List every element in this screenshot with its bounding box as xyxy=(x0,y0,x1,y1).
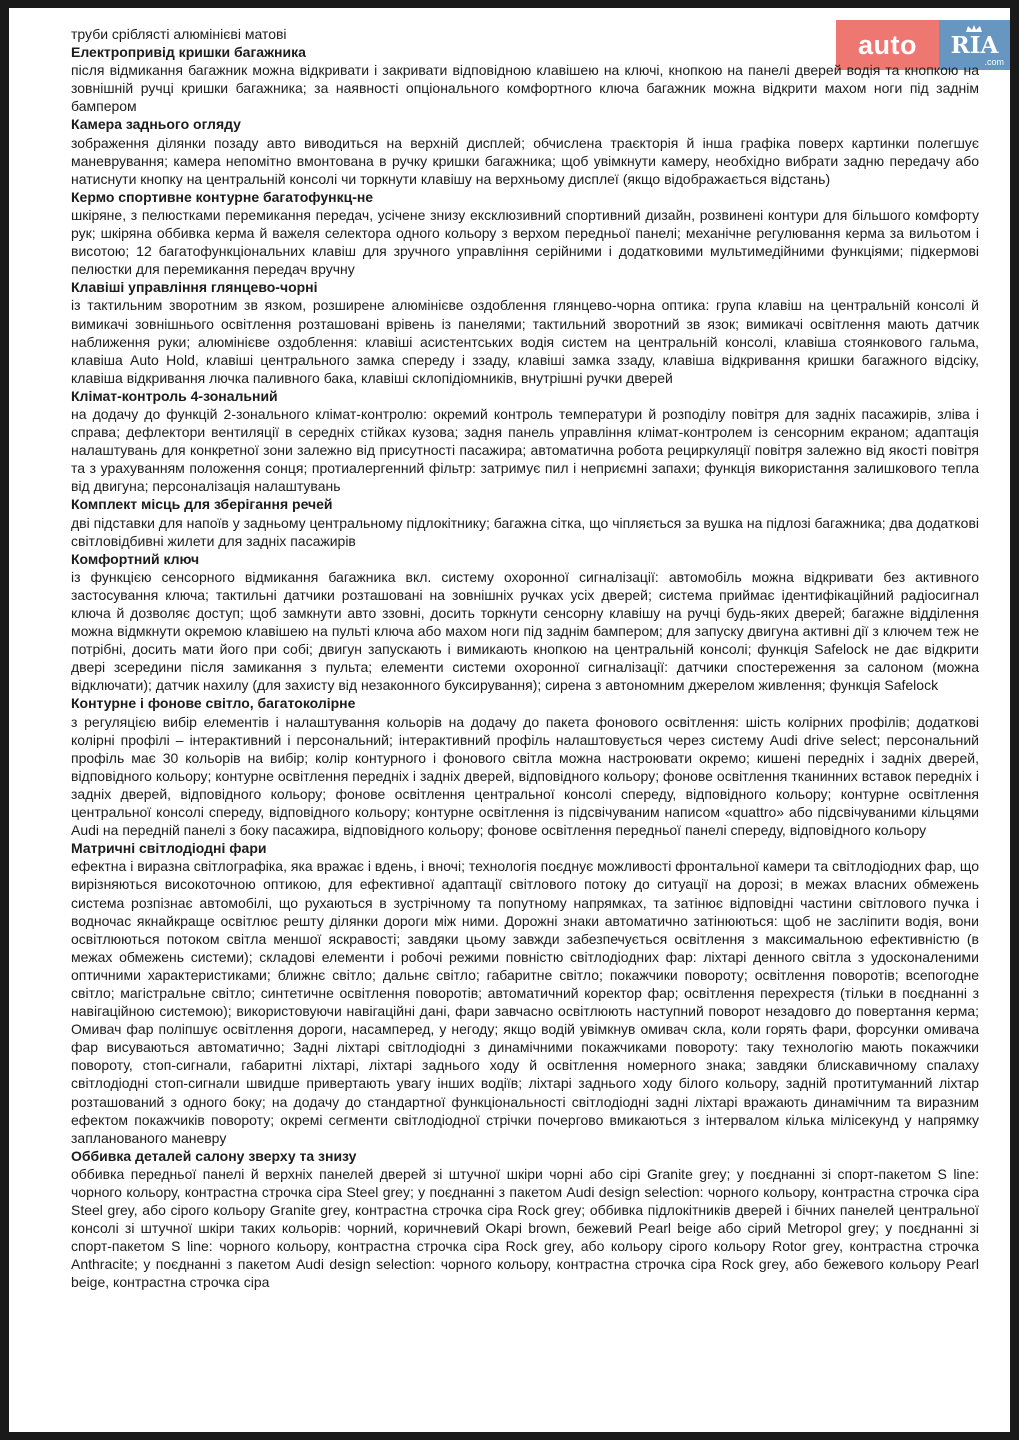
section-title-rear-camera: Камера заднього огляду xyxy=(71,116,241,133)
section-title-control-keys: Клавіші управління глянцево-чорні xyxy=(71,279,318,296)
section-text-trunk-drive: після відмикання багажник можна відкривати і закривати відповідною клавішею на ключі, кнопкою на панелі дверей водія та кнопкою на зовнішній ручці кришки багажника; за наявності опціонального комфортного ключа багажник можна відкрити махом ноги під заднім бампером xyxy=(71,62,979,115)
section-text-control-keys: із тактильним зворотним зв язком, розширене алюмінієве оздоблення глянцево-чорна оптика: група клавіш на центральній консолі й вимикачі зовнішнього освітлення розташовані врівень із панелями; тактильний зворотний зв язок; вимикачі освітлення мають датчик наближення руки; алюмінієве оздоблення: клавіші асистентських водія систем на центральній консолі, клавіша стоянкового гальма, клавіша Auto Hold, клавіші центрального замка спереду і ззаду, клавіші замка ззаду, клавіша відкривання кришки багажного відсіку, клавіша відкривання лючка паливного бака, клавіші склопідіомників, внутрішні ручки дверей xyxy=(71,297,979,386)
section-text-matrix-led: ефектна і виразна світлографіка, яка вражає і вдень, і вночі; технологія поєднує можливості фронтальної камери та світлодіодних фар, що вирізняються високоточною оптикою, для ефективної адаптації світлового потоку до ситуації на дорозі; в межах власних обмежень система розпізнає автомобілі, що рухаються в зустрічному та попутному напрямках, та затінює відповідні частини світлового пучка і водночас якнайкраще освітлює решту ділянки дороги між ними. Дорожні знаки автоматично затінюються: щоб не засліпити водія, вони освітлюються потоком світла меншої яскравості; завдяки цьому завжди забезпечується освітлення з максимальною ефективністю (в межах обмежень системи); складові елементи і робочі режими повністю світлодіодних фар: ліхтарі денного світла з удосконаленими оптичними характеристиками; ближнє світло; дальнє світло; габаритне світло; покажчики повороту; освітлення поворотів; всепогодне світло; магістральне світло; синтетичне освітлення поворотів; автоматичний коректор фар; освітлення перехрестя (тільки в поєднанні з навігаційною системою); використовуючи навігаційні дані, фари завчасно освітлюють наступний поворот незадовго до повертання керма; Омивач фар поліпшує освітлення дороги, насамперед, у негоду; якщо водій увімкнув омивач скла, коли горять фари, форсунки омивача фар висуваються автоматично; Задні ліхтарі світлодіодні з динамічними покажчиками повороту: таку технологію мають покажчики повороту, стоп-сигнали, габаритні ліхтарі, ліхтарі заднього ходу й освітлення номерного знака; завдяки блискавичному спалаху світлодіодні стоп-сигнали швидше привертають увагу інших водіїв; ліхтарі заднього ходу білого кольору, задній протитуманний ліхтар розташований з одного боку; на додачу до стандартної функціональності світлодіодні задні ліхтарі вражають динамічним та виразним ефектом покажчиків повороту; окремі сегменти світлодіодної стрічки почергово вмикаються з інтервалом кілька мілісекунд у напрямку запланованого маневру xyxy=(71,858,979,1146)
section-text-comfort-key: із функцією сенсорного відмикання багажника вкл. систему охоронної сигналізації: автомобіль можна відкривати без активного застосування ключа; тактильні датчики розташовані на зовнішніх ручках усіх дверей; система приймає ідентифікаційний радіосигнал ключа й дозволяє доступ; щоб замкнути авто ззовні, досить торкнути сенсорну клавішу на ручці будь-яких дверей; багажне відділення можна відмкнути окремою клавішею на пульті ключа або махом ноги під заднім бампером; для запуску двигуна активні дії з ключем теж не потрібні, досить мати його при собі; двигун запускають і вимикають кнопкою на центральній консолі; функція Safelock не дає відкрити двері зсередини після замикання з пульта; елементи системи охоронної сигналізації: датчики спостереження за салоном (можна відключати); датчик нахилу (для захисту від незаконного буксирування); сирена з автономним джерелом живлення; функція Safelock xyxy=(71,568,979,694)
section-text-climate-control: на додачу до функцій 2-зонального клімат-контролю: окремий контроль температури й розподілу повітря для задніх пасажирів, зліва і справа; дефлектори вентиляції в середніх стійках кузова; задня панель управління клімат-контролем із сенсорним екраном; адаптація налаштувань для конкретної зони залежно від присутності пасажира; автоматична робота рециркуляції повітря залежно від якості повітря та з урахуванням положення сонця; протиалергенний фільтр: затримує пил і неприємні запахи; функція використання залишкового тепла від двигуна; персоналізація налаштувань xyxy=(71,405,979,495)
section-title-climate-control: Клімат-контроль 4-зональний xyxy=(71,387,278,404)
watermark-auto-label: auto xyxy=(836,20,939,70)
intro-line: труби сріблясті алюмінієві матові xyxy=(71,26,287,42)
document-body xyxy=(71,25,979,1292)
watermark-domain-suffix: .com xyxy=(984,57,1004,67)
section-text-interior-trim: оббивка передньої панелі й верхніх панелей дверей зі штучної шкіри чорні або сірі Granite grey; у поєднанні зі спорт-пакетом S line: чорного кольору, контрастна строчка сіра Steel grey; у поєднанні з пакетом Audi design selection: чорного кольору, контрастна строчка сіра Steel grey, або сірого кольору Granite grey, контрастна строчка сіра Rock grey; оббивка підлокітників дверей і бічних панелей центральної консолі зі штучної шкіри таких кольорів: чорний, коричневий Okapi brown, бежевий Pearl beige або сірий Metropol grey; у поєднанні зі спорт-пакетом S line: чорного кольору, контрастна строчка сіра Rock grey, або кольору сірого кольору Rotor grey, контрастна строчка Anthracite; у поєднанні з пакетом Audi design selection: чорного кольору, контрастна строчка сіра Rock grey, або бежевого кольору Pearl beige, контрастна строчка сіра xyxy=(71,1165,979,1291)
section-text-storage-kit: дві підставки для напоїв у задньому центральному підлокітнику; багажна сітка, що чіпляється за вушка на підлозі багажника; два додаткові світловідбивні жилети для задніх пасажирів xyxy=(71,514,979,549)
section-title-trunk-drive: Електропривід кришки багажника xyxy=(71,44,306,61)
section-title-steering-wheel: Кермо спортивне контурне багатофункц-не xyxy=(71,188,374,205)
section-title-comfort-key: Комфортний ключ xyxy=(71,550,200,567)
section-text-ambient-light: з регуляцією вибір елементів і налаштування кольорів на додачу до пакета фонового освітлення: шість колірних профілів; додаткові колірні профілі – інтерактивний і персональний; інтерактивний профіль налаштовується через систему Audi drive select; персональний профіль має 30 кольорів на вибір; колір контурного і фонового світла можна настроювати окремо; кишені передніх і задніх дверей, відповідного кольору; контурне освітлення передніх і задніх дверей, відповідного кольору; фонове освітлення тканинних вставок передніх і задніх дверей, відповідного кольору; фонове освітлення центральної консолі спереду, відповідного кольору; контурне освітлення центральної консолі спереду, відповідного кольору; контурне освітлення із підсвічуваним написом «quattro» або підсвічуваними кільцями Audi на передній панелі з боку пасажира, відповідного кольору; фонове освітлення передньої панелі спереду, відповідного кольору xyxy=(71,713,979,839)
document-page xyxy=(9,8,1010,1432)
section-title-ambient-light: Контурне і фонове світло, багатоколірне xyxy=(71,695,356,712)
section-title-storage-kit: Комплект місць для зберігання речей xyxy=(71,496,333,513)
watermark-ria-label: RIA xyxy=(950,31,999,59)
section-title-interior-trim: Оббивка деталей салону зверху та знизу xyxy=(71,1147,357,1164)
section-text-steering-wheel: шкіряне, з пелюстками перемикання передач, усічене знизу ексклюзивний спортивний дизайн, розвинені контури для більшого комфорту рук; шкіряна оббивка керма й важеля селектора одного кольору з верхом передньої панелі; механічне регулювання керма за вильотом і висотою; 12 багатофункціональних клавіш для зручного управління серійними і додатковими мультимедійними функціями; підкермові пелюстки для перемикання передач вручну xyxy=(71,206,979,278)
section-text-rear-camera: зображення ділянки позаду авто виводиться на верхній дисплей; обчислена траєкторія й інша графіка поверх картинки полегшує маневрування; камера непомітно вмонтована в ручку кришки багажника; щоб увімкнути камеру, необхідно вибрати задню передачу або натиснути кнопку на центральній консолі чи торкнути клавішу на верхньому дисплеї (якщо відображається відстань) xyxy=(71,134,979,187)
section-title-matrix-led: Матричні світлодіодні фари xyxy=(71,840,267,857)
